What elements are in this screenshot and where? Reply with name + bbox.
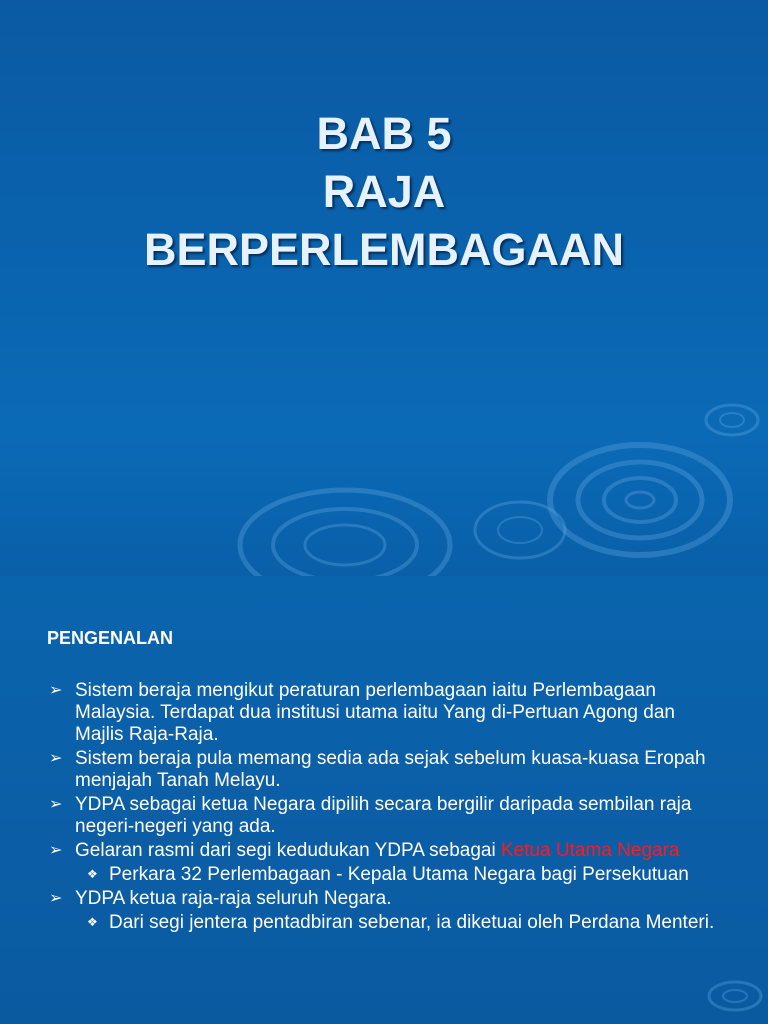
slide-title xyxy=(0,105,768,279)
list-item xyxy=(47,680,727,746)
diamond-bullet-icon: ❖ xyxy=(87,867,98,881)
title-line-3: BERPERLEMBAGAAN xyxy=(143,224,624,275)
arrow-bullet-icon: ➢ xyxy=(49,682,63,699)
arrow-bullet-icon: ➢ xyxy=(49,842,63,859)
bullet-list xyxy=(47,680,727,936)
bullet-text: Gelaran rasmi dari segi kedudukan YDPA sebagai xyxy=(75,840,501,861)
bullet-text: Sistem beraja mengikut peraturan perlembagaan iaitu Perlembagaan Malaysia. Terdapat dua institusi utama iaitu Yang di-Pertuan Agong dan Majlis Raja-Raja. xyxy=(75,680,675,745)
list-item xyxy=(47,794,727,838)
title-line-2: RAJA xyxy=(322,166,446,217)
bullet-text: YDPA ketua raja-raja seluruh Negara. xyxy=(75,888,392,909)
list-item xyxy=(47,748,727,792)
title-line-1: BAB 5 xyxy=(316,108,452,159)
highlight-text: Ketua Utama Negara xyxy=(501,840,680,861)
sub-bullet-text: Dari segi jentera pentadbiran sebenar, ia diketuai oleh Perdana Menteri. xyxy=(109,912,715,933)
sub-list-item xyxy=(47,912,727,934)
arrow-bullet-icon: ➢ xyxy=(49,796,63,813)
diamond-bullet-icon: ❖ xyxy=(87,915,98,929)
arrow-bullet-icon: ➢ xyxy=(49,890,63,907)
list-item xyxy=(47,840,727,862)
list-item xyxy=(47,888,727,910)
arrow-bullet-icon: ➢ xyxy=(49,750,63,767)
bullet-text: YDPA sebagai ketua Negara dipilih secara bergilir daripada sembilan raja negeri-negeri yang ada. xyxy=(75,794,692,837)
bullet-text: Sistem beraja pula memang sedia ada sejak sebelum kuasa-kuasa Eropah menjajah Tanah Melayu. xyxy=(75,748,706,791)
sub-list-item xyxy=(47,864,727,886)
sub-bullet-text: Perkara 32 Perlembagaan - Kepala Utama Negara bagi Persekutuan xyxy=(109,864,689,885)
section-heading: PENGENALAN xyxy=(47,628,174,648)
content-slide xyxy=(0,576,768,1024)
